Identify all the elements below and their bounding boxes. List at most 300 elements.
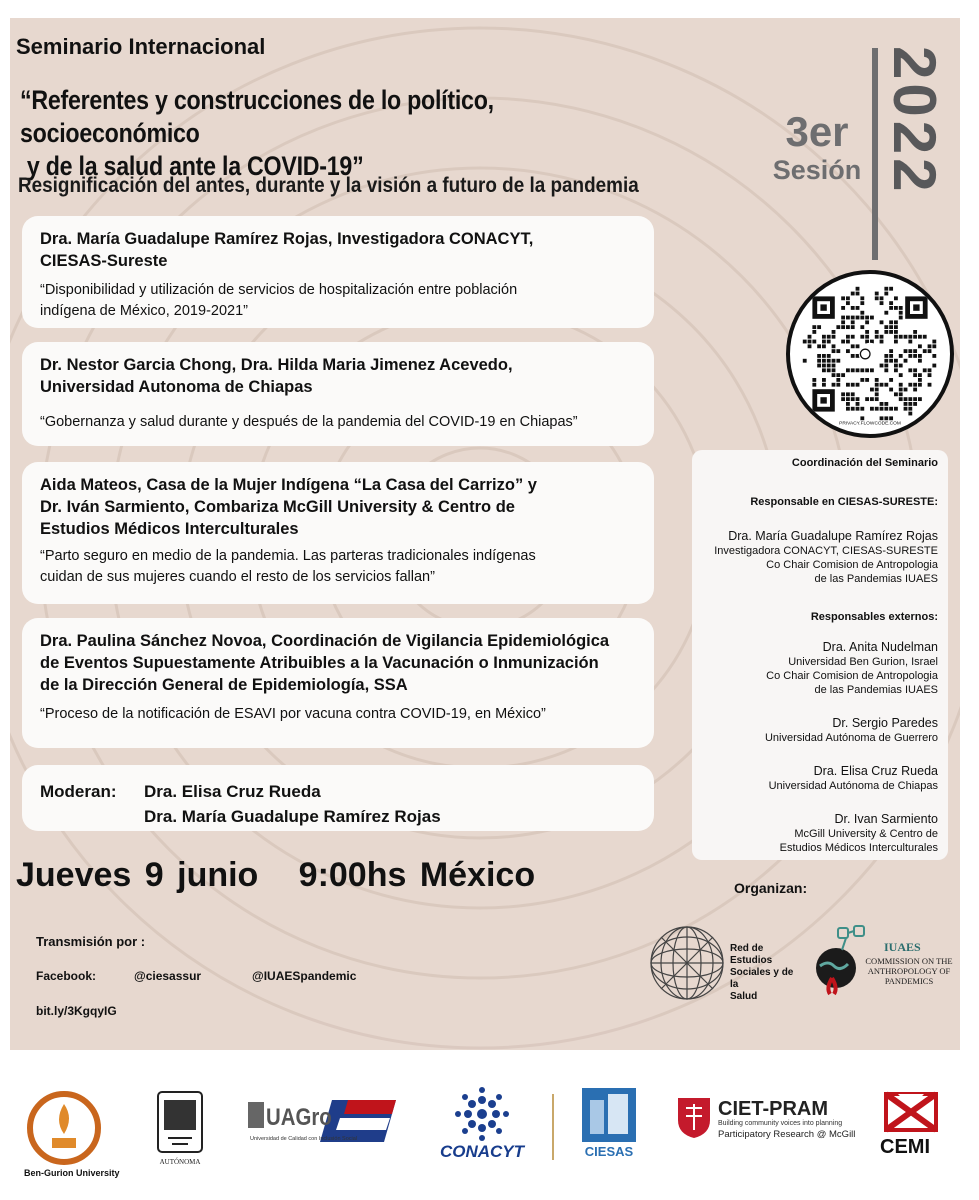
ciet-pram-subtitle: Participatory Research @ McGill [718,1129,856,1140]
coordinator-affiliation: de las Pandemias IUAES [814,573,938,585]
qr-module [851,407,855,411]
qr-module [875,330,879,334]
qr-module [889,378,893,382]
qr-module [865,320,869,324]
qr-module [875,397,879,401]
coordinator-affiliation: Investigadora CONACYT, CIESAS-SURESTE [714,545,938,557]
coordination-heading: Coordinación del Seminario [791,457,938,469]
qr-module [932,354,936,358]
qr-module [865,378,869,382]
qr-module [889,306,893,310]
qr-module [846,402,850,406]
qr-module [889,287,893,291]
qr-module [860,296,864,300]
qr-module [851,320,855,324]
sponsor-logos [0,1082,979,1192]
qr-module [875,292,879,296]
qr-module [880,407,884,411]
bgu-name: Ben-Gurion University [24,1168,120,1178]
year-text: 2022 [881,46,948,196]
qr-module [880,296,884,300]
talk-title [40,412,636,433]
red-estudios-globe-logo [646,922,728,1004]
qr-module [846,397,850,401]
qr-module [884,359,888,363]
session-label [762,110,872,186]
qr-module [928,368,932,372]
qr-module [846,301,850,305]
qr-module [908,383,912,387]
qr-module [880,416,884,420]
qr-module [932,340,936,344]
red-estudios-text [730,943,804,1003]
speakers-line: Dra. María Guadalupe Ramírez Rojas, Investigadora CONACYT, [40,230,534,248]
coordinator-affiliation: Universidad Ben Gurion, Israel [788,656,938,668]
qr-module [899,311,903,315]
svg-text:AUTÓNOMA: AUTÓNOMA [159,1158,201,1166]
main-title-line: “Referentes y construcciones de lo político, socioeconómico [20,85,494,148]
ciet-pram-tagline: Building community voices into planning [718,1120,843,1127]
iuaes-title: IUAES [884,940,921,954]
ciet-pram-name: CIET-PRAM [718,1098,828,1120]
qr-module [889,354,893,358]
qr-module [822,335,826,339]
talk-title [40,704,636,725]
organizers-label: Organizan: [734,880,808,896]
qr-module [889,416,893,420]
qr-module [913,330,917,334]
qr-module [884,402,888,406]
qr-module [846,383,850,387]
facebook-handle-iuaes[interactable]: @IUAESpandemic [252,969,357,983]
conacyt-emblem [432,1086,532,1142]
qr-module [894,296,898,300]
talk-speakers [40,474,636,540]
mcgill-shield-icon [676,1096,712,1140]
qr-module [889,325,893,329]
qr-module [928,383,932,387]
talk-card [22,342,654,446]
moderators-row [40,779,636,829]
qr-module [836,325,840,329]
speakers-line: Estudios Médicos Interculturales [40,520,299,538]
talk-speakers [40,228,636,272]
qr-module [894,325,898,329]
qr-module [884,325,888,329]
qr-module [808,335,812,339]
qr-module [894,359,898,363]
divider-bar [872,48,878,260]
qr-code[interactable] [786,270,954,438]
qr-module [846,349,850,353]
speakers-line: CIESAS-Sureste [40,252,168,270]
qr-module [880,335,884,339]
qr-module [894,320,898,324]
qr-module [913,388,917,392]
conacyt-name: CONACYT [439,1142,525,1161]
qr-module [913,368,917,372]
external-responsible-heading: Responsables externos: [810,611,938,623]
qr-module [913,397,917,401]
qr-module [860,335,864,339]
moderators-names [144,779,441,829]
qr-module [904,397,908,401]
qr-module [822,359,826,363]
qr-module [822,378,826,382]
qr-module [832,383,836,387]
qr-module [827,340,831,344]
qr-module [841,306,845,310]
talk-card [22,618,654,748]
qr-module [908,340,912,344]
qr-module [875,407,879,411]
qr-module [870,407,874,411]
qr-module [875,296,879,300]
talk-card [22,462,654,604]
logo-separator [552,1094,554,1160]
coordinator-name: Dra. Elisa Cruz Rueda [813,764,938,778]
talk-speakers [40,630,636,696]
conacyt-logo [432,1086,532,1166]
qr-module [932,364,936,368]
qr-module [827,364,831,368]
qr-module [880,320,884,324]
qr-module [841,316,845,320]
qr-module [899,335,903,339]
ciesas-responsible-heading: Responsable en CIESAS-SURESTE: [750,496,938,508]
qr-module [846,407,850,411]
qr-module [836,373,840,377]
qr-module [808,344,812,348]
qr-module [889,388,893,392]
qr-module [832,335,836,339]
coordinator-affiliation: Estudios Médicos Interculturales [779,842,938,854]
qr-module [908,354,912,358]
qr-module [908,349,912,353]
qr-module [894,368,898,372]
qr-module [875,335,879,339]
qr-module [851,392,855,396]
qr-module [817,364,821,368]
qr-module [841,320,845,324]
qr-module [865,340,869,344]
qr-module [894,364,898,368]
coordinator-name: Dr. Ivan Sarmiento [834,812,938,826]
qr-module [880,402,884,406]
talk-speakers [40,354,636,398]
qr-module [894,330,898,334]
subtitle: Resignificación del antes, durante y la visión a futuro de la pandemia [18,174,639,197]
qr-module [884,330,888,334]
session-word: Sesión [772,155,862,185]
qr-module [899,388,903,392]
qr-module [894,407,898,411]
qr-module [836,383,840,387]
qr-module [841,325,845,329]
cemi-emblem [876,1090,946,1134]
qr-module [889,407,893,411]
speakers-line: de la Dirección General de Epidemiología, SSA [40,676,408,694]
qr-module [918,397,922,401]
qr-module [832,359,836,363]
qr-module [884,368,888,372]
talk-title [40,280,636,322]
cemi-logo [876,1090,946,1164]
qr-module [913,373,917,377]
qr-module [812,325,816,329]
qr-module [860,416,864,420]
qr-module [817,325,821,329]
speakers-line: Dra. Paulina Sánchez Novoa, Coordinación de Vigilancia Epidemiológica [40,632,610,650]
qr-module [884,407,888,411]
qr-module [894,340,898,344]
qr-module [880,301,884,305]
qr-module [918,354,922,358]
qr-module [851,335,855,339]
qr-module [841,373,845,377]
qr-module [899,392,903,396]
coordinator-name: Dra. María Guadalupe Ramírez Rojas [728,529,938,543]
qr-module [827,368,831,372]
qr-module [851,397,855,401]
qr-module [884,287,888,291]
qr-module [851,292,855,296]
qr-module [899,316,903,320]
qr-module [860,301,864,305]
qr-module [822,354,826,358]
uagro-name: UAGro [266,1104,332,1131]
qr-module [832,364,836,368]
qr-module [832,330,836,334]
qr-module [822,344,826,348]
qr-module [899,354,903,358]
moderators-label: Moderan: [40,782,117,801]
qr-module [899,383,903,387]
talk-title-line: “Parto seguro en medio de la pandemia. Las parteras tradicionales indígenas [40,548,536,564]
qr-module [827,359,831,363]
speakers-line: Dr. Iván Sarmiento, Combariza McGill University & Centro de [40,498,515,516]
qr-module [851,325,855,329]
qr-module [836,349,840,353]
qr-module [856,383,860,387]
qr-module [908,407,912,411]
qr-module [889,349,893,353]
year-block [881,46,948,262]
qr-module [928,373,932,377]
qr-module [832,349,836,353]
cemi-name: CEMI [880,1136,930,1158]
qr-module [846,368,850,372]
qr-module [832,368,836,372]
qr-module [812,330,816,334]
qr-module [880,364,884,368]
qr-module [913,335,917,339]
uagro-logo [244,1092,396,1146]
coordinator-affiliation: Co Chair Comision de Antropologia [766,559,938,571]
facebook-label: Facebook: [36,969,97,983]
qr-module [836,378,840,382]
qr-module [851,368,855,372]
talk-title-line: “Proceso de la notificación de ESAVI por vacuna contra COVID-19, en México” [40,706,546,722]
uagro-motto: Universidad de Calidad con Inclusión Social [250,1136,358,1142]
qr-module [865,368,869,372]
poster [10,18,960,1050]
qr-module [822,368,826,372]
qr-module [851,316,855,320]
qr-module [918,378,922,382]
qr-module [908,335,912,339]
qr-code-graphic [790,274,950,434]
qr-module [865,335,869,339]
red-estudios-line: Sociales y de la [730,967,794,990]
qr-module [827,354,831,358]
qr-module [870,368,874,372]
speakers-line: Aida Mateos, Casa de la Mujer Indígena “La Casa del Carrizo” y [40,476,537,494]
qr-module [851,306,855,310]
qr-module [928,349,932,353]
coordinator-affiliation: Co Chair Comision de Antropologia [766,670,938,682]
iuaes-subtitle: COMMISSION ON THE ANTHROPOLOGY OF PANDEMICS [865,956,953,986]
qr-module [817,354,821,358]
qr-module [908,368,912,372]
qr-module [860,311,864,315]
coordinator-name: Dr. Sergio Paredes [832,716,938,730]
qr-module [851,383,855,387]
qr-module [846,340,850,344]
qr-module [846,325,850,329]
qr-module [856,344,860,348]
qr-module [817,359,821,363]
speakers-line: Dr. Nestor Garcia Chong, Dra. Hilda Maria Jimenez Acevedo, [40,356,513,374]
qr-module [904,335,908,339]
qr-module [803,340,807,344]
qr-module [841,397,845,401]
qr-module [875,378,879,382]
qr-module [860,378,864,382]
speakers-line: de Eventos Supuestamente Atribuibles a la Vacunación o Inmunización [40,654,599,672]
qr-module [856,292,860,296]
talk-title-line: “Gobernanza y salud durante y después de la pandemia del COVID-19 en Chiapas” [40,414,578,430]
qr-module [860,368,864,372]
qr-module [846,392,850,396]
qr-module [928,344,932,348]
qr-module [822,364,826,368]
coordinator-affiliation: Universidad Autónoma de Chiapas [768,780,938,792]
bgu-emblem [14,1090,114,1166]
qr-module [822,383,826,387]
moderator-name: Dra. Elisa Cruz Rueda [144,782,321,801]
qr-module [812,378,816,382]
qr-module [856,287,860,291]
streaming-label: Transmisión por : [36,934,146,949]
coordinator-affiliation: de las Pandemias IUAES [814,684,938,696]
qr-module [918,383,922,387]
qr-module [913,383,917,387]
coordinator-affiliation: McGill University & Centro de [794,828,938,840]
qr-module [865,316,869,320]
qr-module [808,340,812,344]
qr-module [880,383,884,387]
qr-module [908,397,912,401]
qr-module [923,349,927,353]
session-number: 3er [785,108,849,155]
qr-module [894,392,898,396]
ciet-pram-logo [676,1096,854,1142]
qr-module [812,340,816,344]
qr-module [860,407,864,411]
coordinator-name: Dra. Anita Nudelman [822,640,938,654]
qr-module [841,340,845,344]
talk-title-line: indígena de México, 2019-2021” [40,303,248,319]
qr-module [923,368,927,372]
qr-module [889,301,893,305]
main-title-line: y de la salud ante la COVID-19” [26,151,364,181]
qr-module [856,397,860,401]
qr-module [899,364,903,368]
qr-module [894,306,898,310]
qr-module [880,340,884,344]
qr-module [856,407,860,411]
qr-module [918,373,922,377]
qr-module [918,344,922,348]
red-estudios-line: Estudios [730,955,773,966]
talk-card [22,216,654,328]
red-estudios-line: Red de [730,943,764,954]
qr-module [884,311,888,315]
qr-module [923,335,927,339]
ciesas-name: CIESAS [584,1144,634,1159]
qr-module [803,359,807,363]
qr-caption: PRIVACY.FLOWCODE.COM [839,421,901,427]
series-title: Seminario Internacional [16,34,266,59]
qr-module [899,397,903,401]
coordination-panel [692,450,948,860]
qr-module [817,344,821,348]
qr-module [884,416,888,420]
qr-module [894,335,898,339]
qr-module [870,397,874,401]
qr-module [884,292,888,296]
talk-title [40,546,636,588]
qr-module [827,335,831,339]
short-link[interactable]: bit.ly/3KgqyIG [36,1004,117,1018]
qr-module [932,344,936,348]
qr-module [889,330,893,334]
qr-module [908,402,912,406]
qr-module [884,354,888,358]
bgu-logo [14,1090,120,1178]
ciesas-logo [580,1086,638,1160]
qr-module [904,402,908,406]
qr-module [860,316,864,320]
qr-module [904,349,908,353]
qr-module [856,368,860,372]
qr-module [836,359,840,363]
qr-module [856,316,860,320]
moderators-card [22,765,654,831]
qr-module [899,373,903,377]
qr-module [889,320,893,324]
qr-module [908,412,912,416]
qr-module [870,388,874,392]
qr-module [870,316,874,320]
qr-module [918,359,922,363]
qr-module [904,359,908,363]
qr-module [846,316,850,320]
qr-module [851,344,855,348]
qr-module [875,388,879,392]
facebook-handle-ciesas[interactable]: @ciesassur [134,969,202,983]
